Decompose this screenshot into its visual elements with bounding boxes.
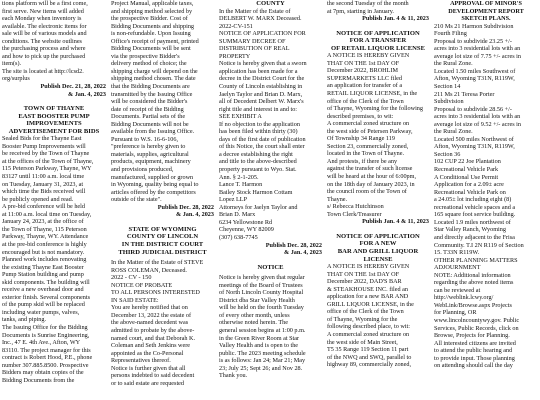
- text-line: Project Manual, applicable taxes,: [111, 0, 194, 7]
- col3-body-a: [219, 8, 322, 242]
- text-line: of the pump skid will be replaced: [2, 301, 85, 309]
- notice-title: BAR AND GRILL LIQUOR: [337, 247, 419, 255]
- text-line: Star Valley Ranch, Wyoming: [434, 226, 506, 234]
- publish-line: Publish Jan. 4 & 11, 2023: [362, 218, 429, 226]
- text-line: to provide input. Those planning: [434, 354, 515, 362]
- publish-line: Publish Dec. 21, 28, 2022: [40, 83, 106, 91]
- notice-title: THIRD JUDICIAL DISTRICT: [118, 248, 207, 256]
- text-line: District dba Star Valley Health: [219, 296, 295, 304]
- text-line: Afton, Wyoming T31N, R119W,: [434, 75, 515, 83]
- notice-title: IMPROVEMENTS: [26, 120, 82, 128]
- publish-line: & Jan. 4, 2023: [284, 249, 322, 257]
- text-line: the existing Thayne East Booster: [2, 263, 84, 271]
- text-line: on attending should call the day: [434, 362, 513, 370]
- text-line: all of Decedent Delbert W. Marx's: [219, 98, 304, 106]
- text-line: contract is Robert Hood, P.E., phone: [2, 354, 93, 362]
- text-line: following described place, to wit:: [327, 323, 410, 331]
- text-line: Brian D. Marx: [219, 211, 256, 219]
- text-line: the second Tuesday of the month: [327, 0, 409, 7]
- text-line: 83127 until 11:00 a.m. local time: [2, 173, 85, 181]
- text-line: has been filed within thirty (30): [219, 128, 298, 136]
- text-line: Bidding Documents from the: [2, 376, 75, 384]
- text-line: average lot size of 7.75 +/- acres in: [434, 52, 521, 60]
- text-line: Booster Pump Improvements will: [2, 142, 86, 150]
- text-line: Notice is hereby given that regular: [219, 274, 305, 282]
- text-line: and shipping method selected by: [111, 7, 193, 15]
- text-line: and directly adjacent to the Frisa: [434, 233, 515, 241]
- publish-line: Publish Dec. 28, 2022: [265, 241, 322, 249]
- text-line: Pump Station building and pump: [2, 271, 84, 279]
- text-line: Planned work includes renovating: [2, 256, 87, 264]
- text-line: Community. T.I 2N R119 of Section: [434, 241, 524, 249]
- text-line: tanks, and piping.: [2, 316, 46, 324]
- text-line: application for a new BAR AND: [327, 293, 409, 301]
- publish-line: Publish Dec. 28, 2022: [157, 203, 214, 211]
- text-line: will be considered the Bidder's: [111, 98, 188, 106]
- text-line: Section 14: [434, 83, 461, 91]
- text-line: 211 Ms 21 Teresa Porter: [434, 90, 495, 98]
- text-line: Proposal to subdivide 23.25 +/-: [434, 37, 512, 45]
- agenda-heading: APPROVAL OF MINOR'S: [450, 0, 522, 7]
- text-line: or to said estate are requested: [111, 379, 185, 387]
- text-line: on Tuesday, January 31, 2023, at: [2, 180, 84, 188]
- text-line: delivery method of choice; the: [111, 60, 187, 68]
- text-line: Notice is hereby given that a sworn: [219, 60, 307, 68]
- text-line: in Wyoming, quality being equal to: [111, 181, 199, 189]
- text-line: at the pre-bid conference is highly: [2, 240, 87, 248]
- text-line: the west side of Petersen Parkway,: [327, 127, 413, 135]
- text-line: number 307.885.8500. Prospective: [2, 361, 89, 369]
- text-line: December 2022, DAD'S BAR: [327, 278, 402, 286]
- text-line: at 11:00 a.m. local time on Tuesday,: [2, 210, 92, 218]
- text-line: Jaelyn Taylor and Brian D. Marx,: [219, 90, 303, 98]
- text-line: Located 1.50 miles Southwest of: [434, 67, 516, 75]
- col4-body-c: [327, 263, 429, 369]
- text-line: office of the Clerk of the Town: [327, 308, 404, 316]
- text-line: 23; July 25; Sept 26; and Nov 28.: [219, 364, 303, 372]
- text-line: & STEAKHOUSE INC. filed an: [327, 285, 408, 293]
- text-line: 210 Ms 21 Harmon Subdivision: [434, 22, 514, 30]
- text-line: including water pumps, valves,: [2, 308, 80, 316]
- text-line: and provisions produced,: [111, 166, 174, 174]
- text-line: 2022-CV-151: [219, 22, 253, 30]
- text-line: http://weblink.lcwy.org/: [434, 294, 494, 302]
- text-line: the Town of Thayne, 115 Peterson: [2, 225, 87, 233]
- text-line: shipping method chosen. The date: [111, 75, 196, 83]
- notice-title: FOR A TRANSFER: [349, 37, 407, 45]
- publish-line: & Jan. 4, 2023: [68, 90, 106, 98]
- text-line: A NOTICE IS HEREBY GIVEN: [327, 263, 410, 271]
- text-line: encouraged but is not mandatory.: [2, 248, 85, 256]
- text-line: Ann. § 2-1-205.: [219, 173, 259, 181]
- text-line: described premises, to wit:: [327, 112, 394, 120]
- text-line: transmitted by the Issuing Office: [111, 90, 193, 98]
- text-line: office of the Clerk of the Town: [327, 97, 404, 105]
- text-line: Section 23, commercially zoned,: [327, 142, 409, 150]
- text-line: Section 36: [434, 150, 461, 158]
- text-line: highway 89, commercially zoned,: [327, 361, 412, 369]
- text-line: that the Bidding Documents are: [111, 83, 190, 91]
- text-line: SUPERMARKETS LLC filed: [327, 74, 402, 82]
- text-line: of this Notice, the court shall enter: [219, 143, 305, 151]
- text-line: acres into 3 residential lots with an: [434, 45, 521, 53]
- text-line: a decree establishing the right: [219, 150, 293, 158]
- text-line: acres into 3 residential lots with an: [434, 113, 521, 121]
- publish-line: Publish Jan. 4 & 11, 2023: [362, 15, 429, 23]
- column-2: [111, 0, 214, 400]
- text-line: will be heard at the hour of 6:00pm,: [327, 173, 417, 181]
- text-line: "preference is hereby given to: [111, 143, 186, 151]
- notice-title: COUNTY OF LINCOLN: [126, 233, 199, 241]
- text-line: In the Matter of the Estate of STEVE: [111, 259, 204, 267]
- text-line: located in the Town of Thayne.: [327, 150, 405, 158]
- publish-line: & Jan. 4, 2023: [176, 211, 214, 219]
- text-line: can be reviewed at: [434, 286, 481, 294]
- text-line: of North Lincoln County Hospital: [219, 289, 304, 297]
- text-line: named court, and that Deborah K.: [111, 334, 196, 342]
- text-line: Of Township 34 Range 119: [327, 135, 395, 143]
- text-line: general session begins at 1:00 p.m.: [219, 326, 306, 334]
- text-line: RETAIL LIQUOR LICENSE, in the: [327, 90, 418, 98]
- text-line: exterior finish. Several components: [2, 293, 90, 301]
- text-line: Sealed Bids for the Thayne East: [2, 135, 82, 143]
- column-3: [219, 0, 322, 400]
- text-line: which time the Bids received will: [2, 188, 86, 196]
- text-line: tions platform will be a first come,: [2, 0, 88, 7]
- text-line: Thank you.: [219, 372, 248, 380]
- text-line: persons indebted to said decedent: [111, 372, 195, 380]
- text-line: NOTICE OF APPLICATION FOR: [219, 30, 306, 38]
- text-line: If no objection to the application: [219, 120, 300, 128]
- text-line: Application for a 2.09± acre: [434, 181, 504, 189]
- text-line: SUMMARY DECREE OF: [219, 37, 286, 45]
- text-line: Lopez LLP: [219, 196, 248, 204]
- text-line: item(s).: [2, 60, 22, 68]
- col2-body-b: [111, 259, 214, 387]
- text-line: available from the Issuing Office.: [111, 128, 195, 136]
- text-line: Cheyenne, WY 82009: [219, 226, 274, 234]
- text-line: 6234 Yellowstone Rd: [219, 218, 273, 226]
- col3-body-b: [219, 274, 322, 380]
- text-line: in the Green River Room at Star: [219, 334, 300, 342]
- text-line: A pre-bid conference will be held: [2, 203, 85, 211]
- text-line: A commercial zoned structure on: [327, 120, 410, 128]
- agenda-heading: SKETCH PLANS.: [461, 15, 511, 23]
- text-line: Bidding Documents will be sent: [111, 45, 191, 53]
- text-line: of every other month, unless: [219, 311, 290, 319]
- text-line: date of receipt of the Bidding: [111, 105, 184, 113]
- text-line: property pursuant to Wyo. Stat.: [219, 166, 297, 174]
- text-line: Subdivision: [434, 98, 464, 106]
- text-line: Representatives thereof.: [111, 357, 171, 365]
- text-line: IN SAID ESTATE:: [111, 296, 159, 304]
- text-line: outside of the state".: [111, 196, 162, 204]
- text-line: TO ALL PERSONS INTERESTED: [111, 289, 200, 297]
- text-line: the prospective Bidder. Cost of: [111, 15, 188, 23]
- text-line: at 7pm, starting in January.: [327, 7, 394, 15]
- text-line: available. The electronic items for: [2, 22, 87, 30]
- text-line: decree in the District Court for the: [219, 75, 305, 83]
- text-line: December 13, 2022 the estate of: [111, 311, 192, 319]
- text-line: Proposal to subdivide 28.56 +/-: [434, 105, 512, 113]
- text-line: 102 CUP 22 Joe Plantation: [434, 158, 501, 166]
- text-line: at the offices of the Town of Thayne,: [2, 157, 94, 165]
- text-line: the above-named decedent was: [111, 319, 189, 327]
- text-line: application has been made for a: [219, 67, 298, 75]
- text-line: via the prospective Bidder's: [111, 52, 180, 60]
- text-line: Pursuant to W.S. 16-6-106,: [111, 135, 179, 143]
- col1-top-text: [2, 0, 106, 83]
- text-line: Thayne.: [327, 195, 348, 203]
- column-4: [327, 0, 429, 400]
- text-line: materials, supplies, agricultural: [111, 150, 189, 158]
- text-line: be publicly opened and read.: [2, 195, 74, 203]
- column-1: [2, 0, 106, 400]
- notice-title: ADVERTISEMENT FOR BIDS: [8, 127, 100, 135]
- text-line: is as follows: Jan 24; Mar 21; May: [219, 357, 306, 365]
- text-line: the council room of the Town of: [327, 188, 407, 196]
- col2-body-a: [111, 0, 214, 204]
- text-line: average lot size of 9.52 +/- acres in: [434, 120, 521, 128]
- text-line: Bidders may obtain copies of the: [2, 369, 84, 377]
- col1-body: [2, 135, 106, 384]
- text-line: Located 500 miles Northwest of: [434, 135, 514, 143]
- text-line: Attorneys for Jaelyn Taylor and: [219, 203, 298, 211]
- text-line: NOTE: Additional information: [434, 271, 511, 279]
- notice-title: NOTICE OF APPLICATION: [336, 232, 420, 240]
- text-line: Services, Public Records, click on: [434, 324, 519, 332]
- text-line: NOTICE OF PROBATE: [111, 281, 173, 289]
- text-line: conditions. The website outlines: [2, 37, 82, 45]
- text-line: In the Matter of the Estate of: [219, 7, 291, 15]
- text-line: 165 square foot service building.: [434, 211, 516, 219]
- text-line: Located 1.9 miles northwest of: [434, 218, 511, 226]
- text-line: each Monday when inventory is: [2, 15, 82, 23]
- text-line: OTHER PLANNING MATTERS: [434, 256, 518, 264]
- text-line: the purchasing process and where: [2, 45, 86, 53]
- text-line: Bidding Documents and shipping: [111, 22, 195, 30]
- text-line: right title and interest in and to:: [219, 105, 298, 113]
- text-line: sale will be of various models and: [2, 30, 87, 38]
- text-line: ROSS COLEMAN, Deceased.: [111, 266, 187, 274]
- text-line: 15. T33N R119W.: [434, 249, 480, 257]
- text-line: A commercial zoned structure on: [327, 330, 410, 338]
- text-line: You are hereby notified that on: [111, 304, 188, 312]
- text-line: shipping charge will depend on the: [111, 67, 198, 75]
- text-line: meetings of the Board of Trustees: [219, 281, 303, 289]
- text-line: and how to pick up the purchased: [2, 52, 86, 60]
- text-line: Valley Health and is open to the: [219, 342, 299, 350]
- text-line: Recreational Vehicle Park on: [434, 188, 506, 196]
- notice-title: TOWN OF THAYNE: [23, 105, 85, 113]
- text-line: Inc., 47 E. 4th Ave., Afton, WY: [2, 339, 81, 347]
- text-line: Lance T. Harmon: [219, 181, 263, 189]
- notice-title: EAST BOOSTER PUMP: [18, 112, 90, 120]
- column-5: [434, 0, 538, 400]
- notice-title: COUNTY: [256, 0, 285, 7]
- text-line: Bailey Stock Harmon Cottam: [219, 188, 293, 196]
- text-line: The site is located at http://lcsd2.: [2, 67, 84, 75]
- text-line: DELBERT W. MARX Deceased.: [219, 15, 302, 23]
- text-line: The Issuing Office for the Bidding: [2, 323, 88, 331]
- text-line: the west side of Main Street,: [327, 338, 398, 346]
- text-line: Parkway, Thayne, WY. Attendance: [2, 233, 89, 241]
- notice-title: IN THE DISTRICT COURT: [121, 240, 204, 248]
- text-line: will be held on the fourth Tuesday: [219, 304, 304, 312]
- text-line: And protests, if there be any: [327, 157, 398, 165]
- text-line: of Thayne, Wyoming for the following: [327, 105, 423, 113]
- text-line: County of Lincoln establishing in: [219, 83, 303, 91]
- text-line: January 24, 2023, at the office of: [2, 218, 84, 226]
- text-line: (307) 638-7745: [219, 233, 258, 241]
- text-line: DISTRIBUTION OF REAL: [219, 45, 290, 53]
- text-line: 83110. The project manager for this: [2, 346, 91, 354]
- text-line: Afton, Wyoming T31N, R119W,: [434, 143, 515, 151]
- text-line: regarding the above noted items: [434, 279, 514, 287]
- text-line: Office's receipt of payment, printed: [111, 37, 199, 45]
- text-line: PROPERTY: [219, 52, 251, 60]
- text-line: recreational vehicle spaces and a: [434, 203, 516, 211]
- text-line: GRILL LIQUOR LICENSE, in the: [327, 300, 414, 308]
- text-line: appointed as the Co-Personal: [111, 349, 184, 357]
- text-line: T5 35 Range 119 Section 11 part: [327, 346, 409, 354]
- text-line: of Thayne, Wyoming for the: [327, 315, 398, 323]
- text-line: www.lincolncountywy.gov. Public: [434, 316, 520, 324]
- notice-title: FOR A NEW: [359, 240, 397, 248]
- text-line: A Conditional Use Permit: [434, 173, 499, 181]
- col4-body-a: [327, 0, 429, 15]
- text-line: ADJOURNMENT: [434, 264, 481, 272]
- text-line: articles offered by the competitors: [111, 188, 196, 196]
- text-line: Coleman and Seth Jenkins were: [111, 342, 191, 350]
- text-line: manufactured, supplied or grown: [111, 173, 194, 181]
- text-line: of the NWQ and SWQ, parallel to: [327, 353, 412, 361]
- text-line: products, equipment, machinery: [111, 158, 191, 166]
- text-line: the Rural Zone.: [434, 60, 473, 68]
- text-line: All interested citizens are invited: [434, 339, 516, 347]
- text-line: Town Clerk/Treasurer: [327, 210, 382, 218]
- text-line: s/ Rebecca Hutchinson: [327, 203, 384, 211]
- text-line: Documents is Sunrise Engineering,: [2, 331, 90, 339]
- text-line: admitted to probate by the above-: [111, 326, 195, 334]
- text-line: the Rural Zone.: [434, 128, 473, 136]
- text-line: on the 18th day of January 2023, in: [327, 180, 415, 188]
- text-line: Documents. Partial sets of the: [111, 113, 186, 121]
- col5-body: [434, 23, 538, 370]
- text-line: THAT ON THE 1st DAY OF: [327, 270, 400, 278]
- text-line: Browse, Projects for Planning.: [434, 332, 510, 340]
- notice-title: STATE OF WYOMING: [128, 225, 197, 233]
- text-line: public. The 2023 meeting schedule: [219, 349, 306, 357]
- notice-title: NOTICE: [257, 263, 284, 271]
- notice-title: NOTICE OF APPLICATION: [336, 29, 420, 37]
- text-line: for Planning, OR: [434, 309, 477, 317]
- text-line: 2022 - CV - 150: [111, 274, 152, 282]
- text-line: days of the first date of publication: [219, 135, 306, 143]
- text-line: Recreational Vehicle Park: [434, 166, 499, 174]
- text-line: Fourth Filing: [434, 30, 467, 38]
- text-line: skid components. The building will: [2, 278, 90, 286]
- text-line: 115 Peterson Parkway, Thayne, WY: [2, 165, 92, 173]
- text-line: org/surplus: [2, 75, 30, 83]
- notice-title: OF RETAIL LIQUOR LICENSE: [331, 44, 425, 52]
- text-line: against the transfer of such license: [327, 165, 413, 173]
- text-line: December 2022, BROHLIM: [327, 67, 398, 75]
- text-line: Notice is further given that all: [111, 364, 186, 372]
- text-line: THAT ON THE 1st DAY OF: [327, 59, 400, 67]
- text-line: A NOTICE IS HEREBY GIVEN: [327, 52, 410, 60]
- text-line: WebLink/Browse.aspx Projects: [434, 301, 512, 309]
- text-line: an application for transfer of a: [327, 82, 403, 90]
- text-line: is non-refundable. Upon Issuing: [111, 30, 191, 38]
- text-line: and title to the above-described: [219, 158, 297, 166]
- notice-title: LICENSE: [363, 255, 393, 263]
- text-line: receive a new overhead door and: [2, 286, 84, 294]
- agenda-heading: DEVELOPMENT REPORT: [448, 7, 524, 15]
- text-line: Bidding Documents will not be: [111, 120, 189, 128]
- col4-body-b: [327, 52, 429, 218]
- text-line: first serve. New items will added: [2, 7, 84, 15]
- text-line: a 24.05± lot including eight (8): [434, 196, 512, 204]
- text-line: SEE EXHIBIT A: [219, 113, 262, 121]
- text-line: be received by the Town of Thayne: [2, 150, 90, 158]
- text-line: to attend the public hearing and: [434, 347, 513, 355]
- text-line: otherwise noted herein. The: [219, 319, 288, 327]
